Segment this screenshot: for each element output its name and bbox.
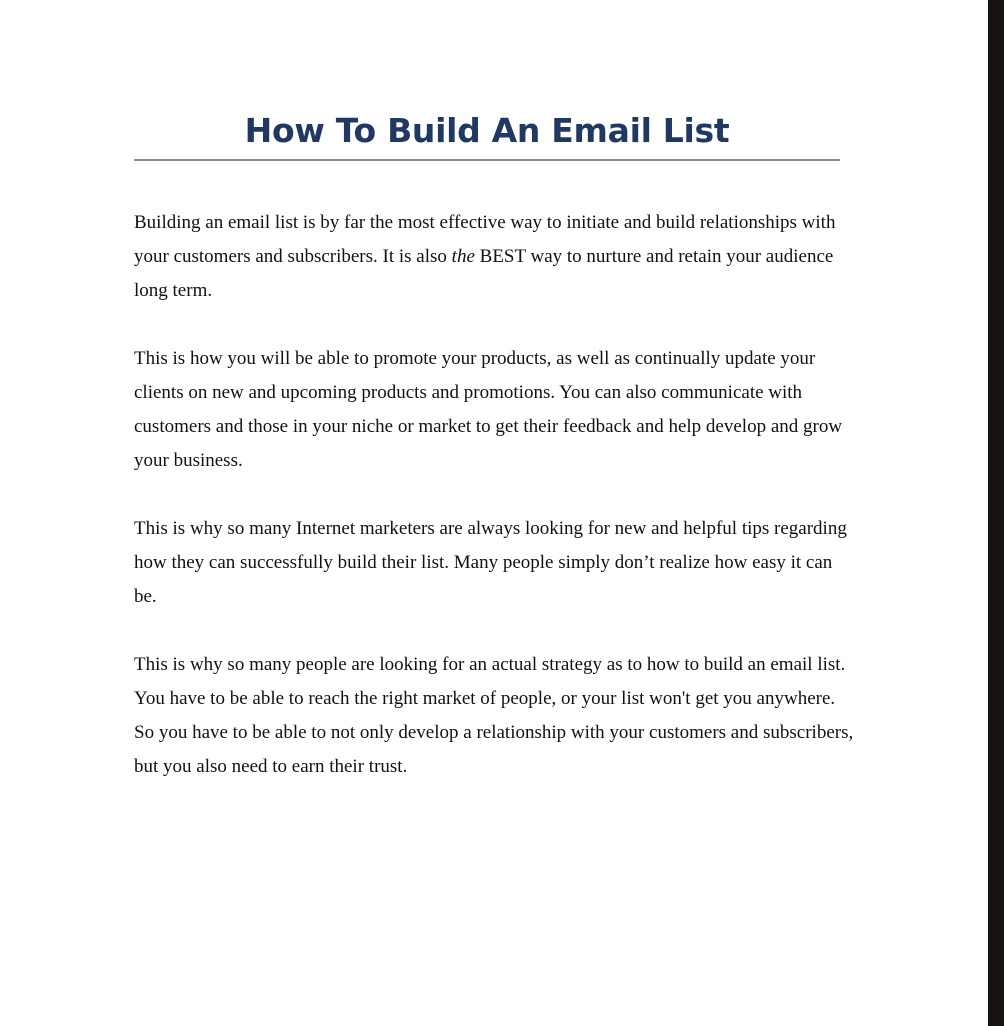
paragraph-4: This is why so many people are looking for an actual strategy as to how to build an email list. You have to be able to reach the right market of people, or your list won't get you anywhere. So you have to be able to not only develop a relationship with your customers and subscribers, but you also need to earn their trust. (134, 654, 854, 777)
paragraph-1-emphasis: the (451, 246, 475, 267)
page-title: How To Build An Email List (244, 111, 730, 150)
paragraph-1-text-start: Building an email list is by far the most effective way to initiate and build relationships with your customers and subscribers. It is also (134, 212, 836, 267)
document-body (134, 206, 854, 818)
window-edge (988, 0, 1004, 1026)
title-divider (134, 159, 840, 161)
paragraph-2: This is how you will be able to promote your products, as well as continually update your clients on new and upcoming products and promotions. You can also communicate with customers and those in your niche or market to get their feedback and help develop and grow your business. (134, 348, 843, 471)
paragraph-3: This is why so many Internet marketers are always looking for new and helpful tips regarding how they can successfully build their list. Many people simply don’t realize how easy it can be. (134, 518, 847, 607)
paragraph-1 (134, 206, 854, 308)
paragraph-1-text-end: BEST way to nurture and retain your audience long term. (134, 246, 834, 301)
